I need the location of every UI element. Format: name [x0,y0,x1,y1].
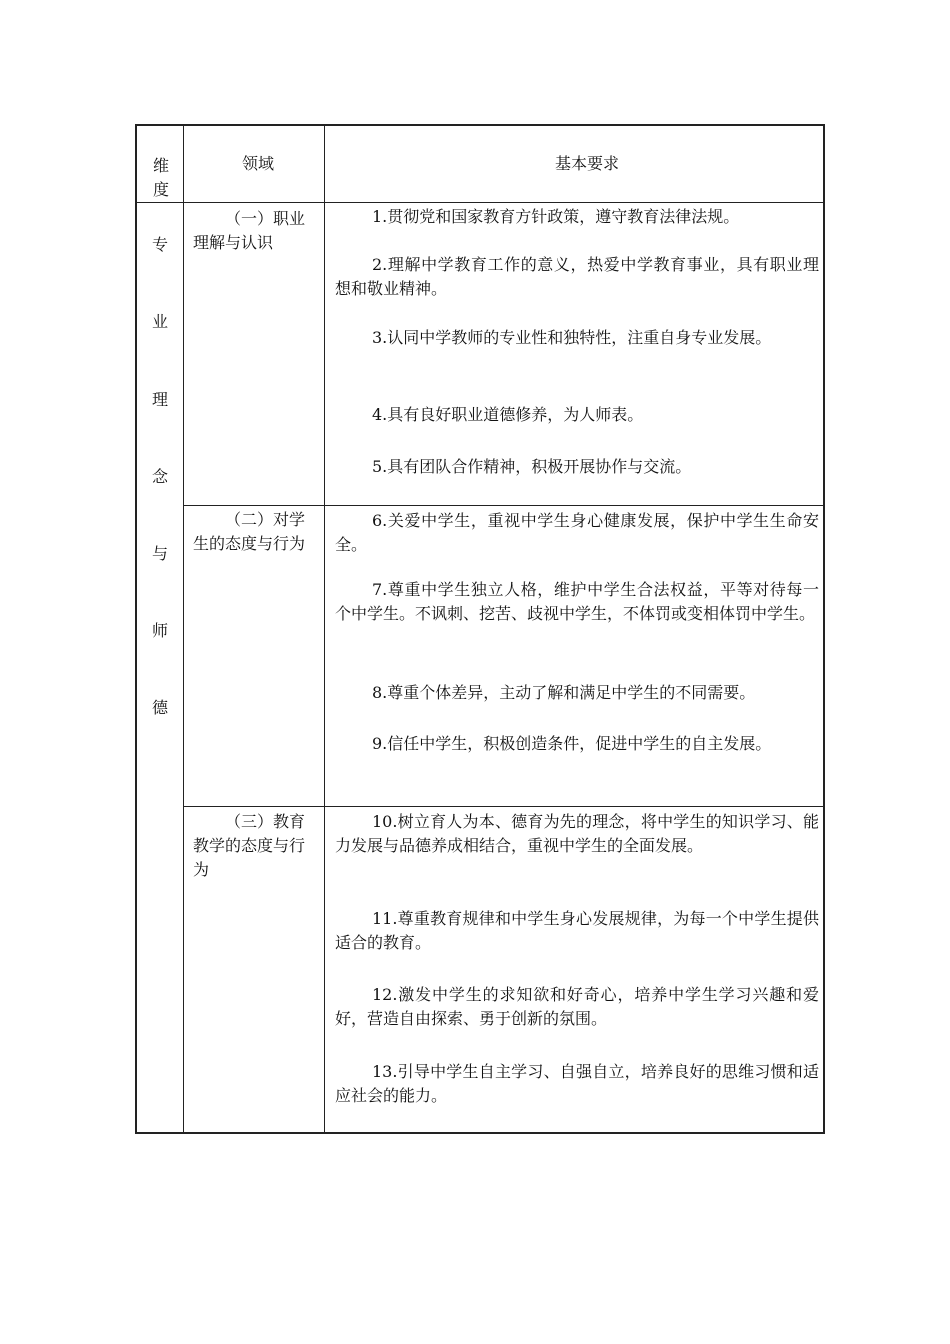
requirement-text: 6.关爱中学生，重视中学生身心健康发展，保护中学生生命安全。 [335,511,819,554]
requirement-text: 4.具有良好职业道德修养，为人师表。 [372,405,644,424]
dimension-char: 业 [151,312,168,331]
requirement-text: 5.具有团队合作精神，积极开展协作与交流。 [372,457,692,476]
requirement-item [335,403,819,427]
requirement-item [335,1060,819,1108]
field-cell [193,810,319,882]
requirement-item [335,732,819,756]
row-divider [183,505,823,506]
header-dimension: 维度 [152,156,169,199]
requirement-item [335,253,819,301]
requirement-text: 1.贯彻党和国家教育方针政策，遵守教育法律法规。 [372,207,740,226]
requirement-item [335,326,819,350]
requirement-text: 10.树立育人为本、德育为先的理念，将中学生的知识学习、能力发展与品德养成相结合，重视中学生的全面发展。 [335,812,819,855]
dimension-char: 理 [151,390,168,409]
header-divider [137,202,823,203]
dimension-char: 德 [151,698,168,717]
requirement-text: 13.引导中学生自主学习、自强自立，培养良好的思维习惯和适应社会的能力。 [335,1062,819,1105]
standards-table [135,124,825,1134]
dimension-char: 念 [151,467,168,486]
column-divider [324,126,325,1132]
requirement-item [335,810,819,858]
header-field: 领域 [242,154,275,173]
requirement-item [335,681,819,705]
requirement-item [335,205,819,229]
column-divider [183,126,184,1132]
requirement-text: 2.理解中学教育工作的意义，热爱中学教育事业，具有职业理想和敬业精神。 [335,255,819,298]
dimension-char: 专 [151,235,168,254]
field-label: （二）对学生的态度与行为 [193,510,306,553]
dimension-char: 与 [151,544,168,563]
requirement-text: 8.尊重个体差异，主动了解和满足中学生的不同需要。 [372,683,756,702]
field-label: （一）职业理解与认识 [193,209,306,252]
requirement-text: 11.尊重教育规律和中学生身心发展规律，为每一个中学生提供适合的教育。 [335,909,819,952]
requirement-item [335,907,819,955]
field-cell [193,207,319,255]
requirement-text: 9.信任中学生，积极创造条件，促进中学生的自主发展。 [372,734,772,753]
requirement-item [335,509,819,557]
row-divider [183,806,823,807]
field-label: （三）教育教学的态度与行为 [193,812,306,879]
dimension-char: 师 [151,621,168,640]
requirement-text: 3.认同中学教师的专业性和独特性，注重自身专业发展。 [372,328,772,347]
requirement-item [335,578,819,626]
requirement-item [335,455,819,479]
field-cell [193,508,319,556]
requirement-item [335,983,819,1031]
requirement-text: 12.激发中学生的求知欲和好奇心，培养中学生学习兴趣和爱好，营造自由探索、勇于创新的氛围。 [335,985,819,1028]
header-requirement: 基本要求 [555,154,620,173]
requirement-text: 7.尊重中学生独立人格，维护中学生合法权益，平等对待每一个中学生。不讽刺、挖苦、歧视中学生，不体罚或变相体罚中学生。 [335,580,819,623]
